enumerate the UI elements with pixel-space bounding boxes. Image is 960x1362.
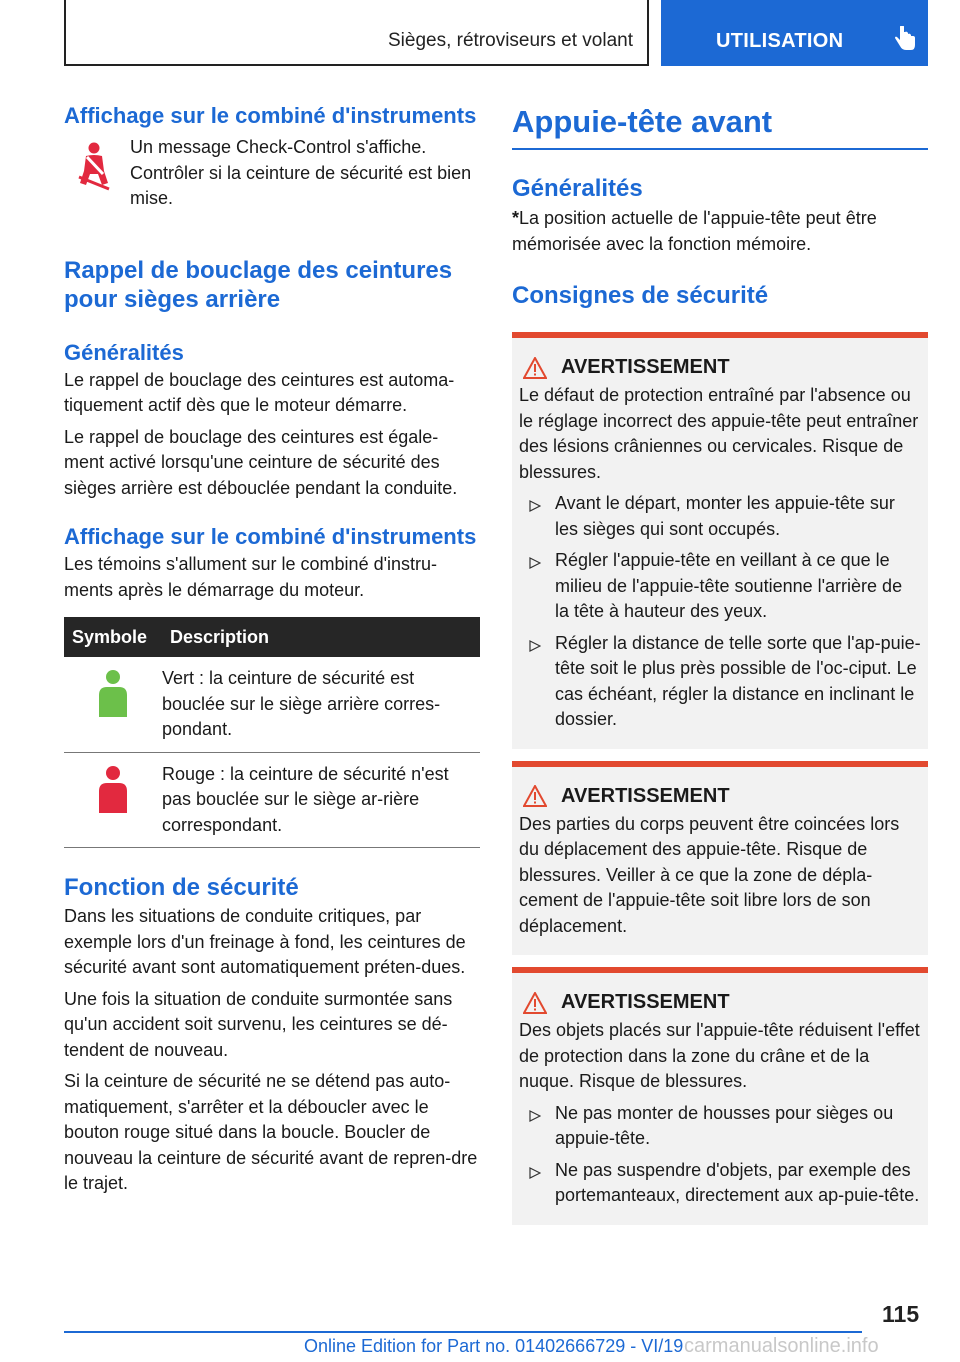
function-paragraph-2: Une fois la situation de conduite surmontée sans qu'un accident soit survenu, les ceintures se dé-tendent de nouveau. bbox=[64, 988, 453, 1060]
table-cell-description: Rouge : la ceinture de sécurité n'est pas bouclée sur le siège ar-rière correspondant. bbox=[162, 752, 480, 848]
header-chapter-tab[interactable] bbox=[661, 0, 928, 66]
display-info-row bbox=[64, 135, 478, 212]
heading-belt-reminder: Rappel de bouclage des ceintures pour sièges arrière bbox=[64, 256, 453, 313]
bullet-triangle-icon bbox=[519, 1158, 555, 1209]
seat-occupant-green-icon bbox=[64, 657, 162, 752]
pointing-hand-icon bbox=[894, 26, 916, 57]
heading-display-2: Affichage sur le combiné d'instruments bbox=[64, 524, 477, 549]
warning-title: AVERTISSEMENT bbox=[519, 991, 921, 1014]
warning-box-2 bbox=[512, 761, 928, 956]
footer-divider bbox=[64, 1331, 862, 1333]
seatbelt-warning-icon bbox=[64, 135, 130, 212]
warning-box-3 bbox=[512, 967, 928, 1225]
list-item: Ne pas monter de housses pour sièges ou appuie-tête. bbox=[519, 1101, 921, 1152]
warning-text: Le défaut de protection entraîné par l'absence ou le réglage incorrect des appuie-tête peut entraîner des lésions crâniennes ou cervicales. Risque de blessures. bbox=[519, 385, 919, 482]
general-paragraph-2: Le rappel de bouclage des ceintures est égale-ment activé lorsqu'une ceinture de sécurité des sièges arrière est débouclée pendant la conduite. bbox=[64, 426, 458, 498]
function-paragraph-1: Dans les situations de conduite critiques, par exemple lors d'un freinage à fond, les ceintures de sécurité avant sont automatiquement préten-dues. bbox=[64, 906, 466, 977]
bullet-triangle-icon bbox=[519, 1101, 555, 1152]
heading-divider bbox=[512, 148, 928, 150]
watermark: carmanualsonline.info bbox=[684, 1335, 879, 1357]
page-number: 115 bbox=[882, 1301, 920, 1327]
list-item: Régler la distance de telle sorte que l'ap-puie-tête soit le plus près possible de l'oc-ciput. Le cas échéant, régler la distance en inclinant le dossier. bbox=[519, 631, 921, 733]
header-chapter-title: UTILISATION bbox=[716, 30, 844, 52]
heading-safety-function: Fonction de sécurité bbox=[64, 874, 299, 901]
left-column bbox=[64, 102, 478, 1197]
header-section-box bbox=[64, 0, 649, 66]
warning-triangle-icon bbox=[523, 992, 547, 1014]
general-paragraph-1: Le rappel de bouclage des ceintures est automa-tiquement actif dès que le moteur démarre. bbox=[64, 369, 455, 415]
heading-display: Affichage sur le combiné d'instruments bbox=[64, 103, 477, 128]
table-header-description: Description bbox=[162, 617, 480, 657]
warning-title: AVERTISSEMENT bbox=[519, 356, 921, 379]
heading-safety-notes: Consignes de sécurité bbox=[512, 282, 769, 309]
table-header-symbol: Symbole bbox=[64, 617, 162, 657]
bullet-triangle-icon bbox=[519, 491, 555, 542]
option-star: * bbox=[512, 208, 520, 228]
heading-general: Généralités bbox=[64, 339, 184, 365]
warning-title: AVERTISSEMENT bbox=[519, 785, 921, 808]
seat-occupant-red-icon bbox=[64, 752, 162, 848]
table-cell-description: Vert : la ceinture de sécurité est bouclée sur le siège arrière corres-pondant. bbox=[162, 657, 480, 752]
heading-headrest: Appuie-tête avant bbox=[512, 104, 773, 139]
warning-triangle-icon bbox=[523, 785, 547, 807]
heading-general-right: Généralités bbox=[512, 175, 643, 202]
list-item: Ne pas suspendre d'objets, par exemple des portemanteaux, directement aux ap-puie-tête. bbox=[519, 1158, 921, 1209]
list-item: Régler l'appuie-tête en veillant à ce que le milieu de l'appuie-tête soutienne l'arrière de la tête à hauteur des yeux. bbox=[519, 548, 921, 625]
footer-edition: Online Edition for Part no. 01402666729 - VI/19 bbox=[304, 1336, 684, 1356]
right-column bbox=[512, 102, 928, 1225]
table-row bbox=[64, 657, 480, 752]
warning-box-1 bbox=[512, 332, 928, 749]
table-row bbox=[64, 752, 480, 848]
list-item: Avant le départ, monter les appuie-tête sur les sièges qui sont occupés. bbox=[519, 491, 921, 542]
symbol-table bbox=[64, 617, 480, 848]
general-right-body: La position actuelle de l'appuie-tête peut être mémorisée avec la fonction mémoire. bbox=[512, 208, 877, 254]
warning-text: Des objets placés sur l'appuie-tête réduisent l'effet de protection dans la zone du crâne et de la nuque. Risque de blessures. bbox=[519, 1020, 920, 1091]
display2-text: Les témoins s'allument sur le combiné d'instru-ments après le démarrage du moteur. bbox=[64, 554, 438, 600]
bullet-triangle-icon bbox=[519, 631, 555, 733]
bullet-triangle-icon bbox=[519, 548, 555, 625]
warning-text: Des parties du corps peuvent être coincées lors du déplacement des appuie-tête. Risque de blessures. Veiller à ce que la zone de dépla-cement de l'appuie-tête soit libre lors de son déplacement. bbox=[519, 813, 900, 936]
display-info-text: Un message Check-Control s'affiche. Contrôler si la ceinture de sécurité est bien mise. bbox=[130, 137, 472, 208]
general-right-text bbox=[512, 206, 928, 257]
function-paragraph-3: Si la ceinture de sécurité ne se détend pas auto-matiquement, s'arrêter et la déboucler avec le bouton rouge situé dans la boucle. Boucler de nouveau la ceinture de sécurité avant de repren-dre le trajet. bbox=[64, 1071, 478, 1193]
header-section-title: Sièges, rétroviseurs et volant bbox=[387, 30, 633, 51]
warning-triangle-icon bbox=[523, 357, 547, 379]
